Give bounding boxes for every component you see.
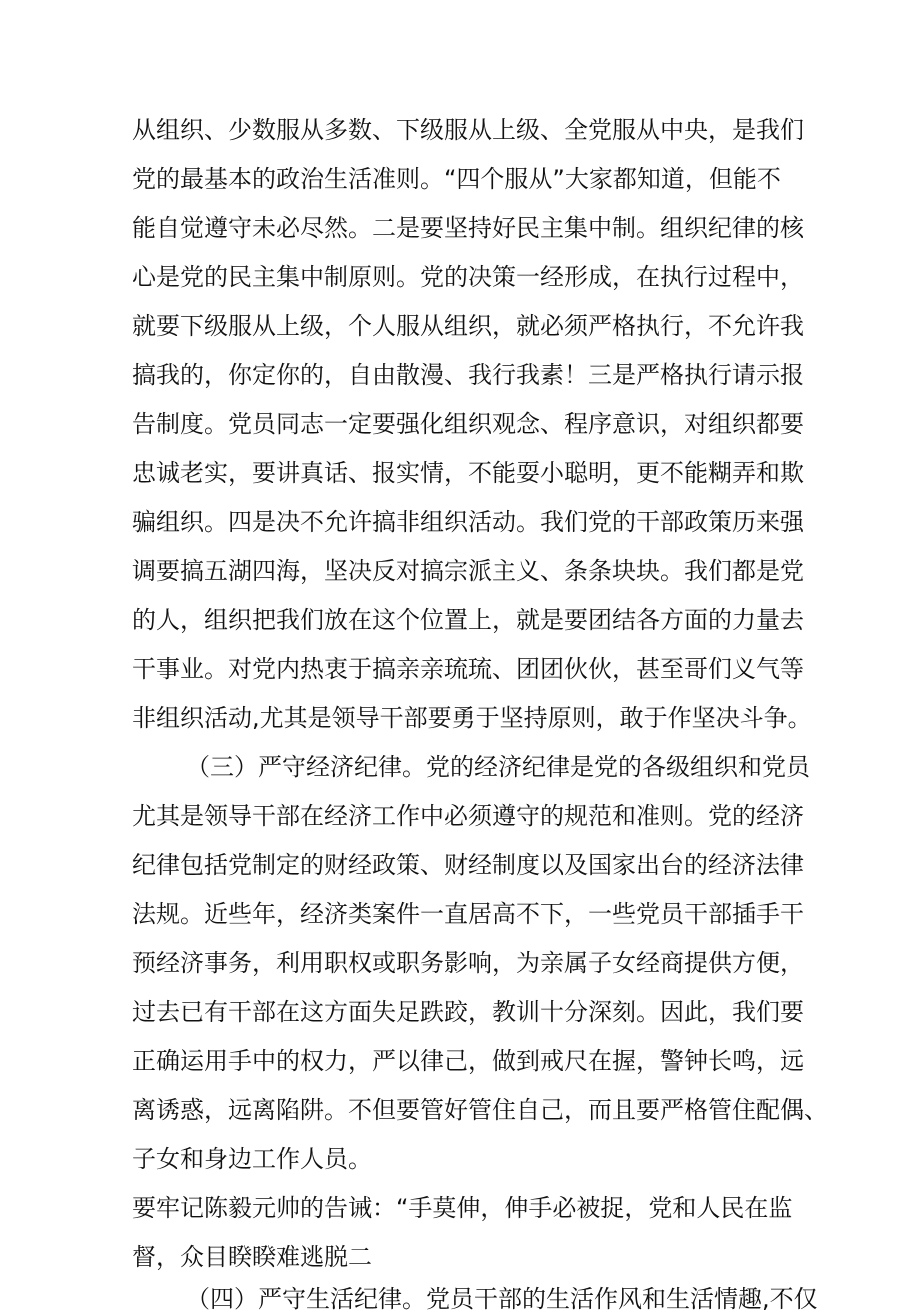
text-line: 正确运用手中的权力，严以律己，做到戒尺在握，警钟长鸣，远 <box>132 1047 804 1075</box>
text-line: 骗组织。四是决不允许搞非组织活动。我们党的干部政策历来强 <box>132 508 804 536</box>
text-line: 心是党的民主集中制原则。党的决策一经形成，在执行过程中， <box>132 263 804 291</box>
text-line: 子女和身边工作人员。 <box>132 1145 372 1173</box>
text-line: 预经济事务，利用职权或职务影响，为亲属子女经商提供方便， <box>132 949 804 977</box>
text-line: 能自觉遵守未必尽然。二是要坚持好民主集中制。组织纪律的核 <box>132 214 804 242</box>
text-line: 法规。近些年，经济类案件一直居高不下，一些党员干部插手干 <box>132 900 804 928</box>
text-line: 督，众目睽睽难逃脱二 <box>132 1243 372 1271</box>
text-line: 干事业。对党内热衷于搞亲亲琉琉、团团伙伙，甚至哥们义气等 <box>132 655 804 683</box>
text-line: 尤其是领导干部在经济工作中必须遵守的规范和准则。党的经济 <box>132 802 804 830</box>
section-heading-line: （四）严守生活纪律。党员干部的生活作风和生活情趣,不仅 <box>186 1285 818 1313</box>
text-line: 告制度。党员同志一定要强化组织观念、程序意识，对组织都要 <box>132 410 804 438</box>
text-line: 党的最基本的政治生活准则。“四个服从”大家都知道，但能不 <box>132 165 781 193</box>
text-line: 就要下级服从上级，个人服从组织，就必须严格执行，不允许我 <box>132 312 804 340</box>
text-line: 的人，组织把我们放在这个位置上，就是要团结各方面的力量去 <box>132 606 804 634</box>
text-line: 搞我的，你定你的，自由散漫、我行我素！三是严格执行请示报 <box>132 361 804 389</box>
text-line: 过去已有干部在这方面失足跌跤，教训十分深刻。因此，我们要 <box>132 998 804 1026</box>
text-line: 纪律包括党制定的财经政策、财经制度以及国家出台的经济法律 <box>132 851 804 879</box>
text-line: 非组织活动,尤其是领导干部要勇于坚持原则，敢于作坚决斗争。 <box>132 704 812 732</box>
section-heading-line: （三）严守经济纪律。党的经济纪律是党的各级组织和党员 <box>186 753 810 781</box>
text-line: 从组织、少数服从多数、下级服从上级、全党服从中央，是我们 <box>132 116 804 144</box>
text-line: 要牢记陈毅元帅的告诫：“手莫伸，伸手必被捉，党和人民在监 <box>132 1194 793 1222</box>
text-line: 忠诚老实，要讲真话、报实情，不能耍小聪明，更不能糊弄和欺 <box>132 459 804 487</box>
text-line: 调要搞五湖四海，坚决反对搞宗派主义、条条块块。我们都是党 <box>132 557 804 585</box>
text-line: 离诱惑，远离陷阱。不但要管好管住自己，而且要严格管住配偶、 <box>132 1096 828 1124</box>
